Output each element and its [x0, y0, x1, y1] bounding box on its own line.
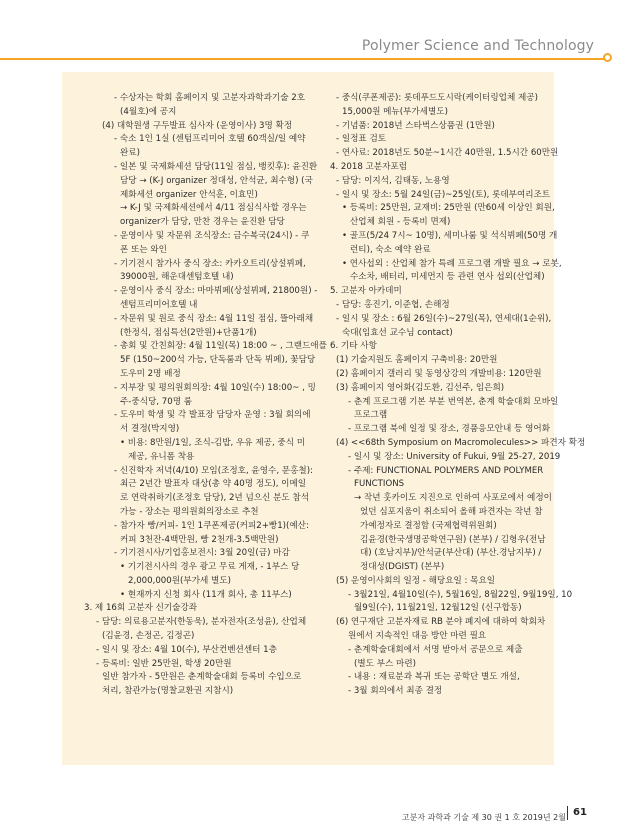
left-column-line: (4) 대학원생 구두발표 심사자 (운영이사) 3명 확정 — [102, 120, 293, 131]
right-column-line: 숙대(임효선 교수님 contact) — [342, 327, 453, 338]
left-column-line: - 자문위 및 원로 중식 장소: 4월 11일 점심, 뜰아래채 — [114, 313, 314, 324]
left-column-line: 센텀프리미어호텔 내 — [120, 299, 198, 310]
left-column-line: 로 연락취하기(조정호 담당), 2년 넘으신 분도 참석 — [120, 493, 310, 504]
right-column-line: 가예정자로 결정함 (국제협력위원회) — [360, 520, 497, 531]
left-column-line: 최근 2년간 발표자 대상(총 약 40명 정도), 이메일 — [120, 479, 307, 490]
left-column-line: - 운영이사 및 자문위 조식장소: 금수복국(24시) - 쿠 — [114, 230, 310, 241]
right-column-line: 대) (호남지부)/안석균(부산대) (부산.경남지부) / — [360, 548, 542, 559]
left-column-line: • 비용: 8만원/1일, 조식-김밥, 우유 제공, 중식 미 — [120, 437, 306, 448]
right-column-line: - 담당: 홍진기, 이준협, 손해정 — [336, 299, 450, 310]
left-column-line: 서 결정(박지영) — [120, 424, 180, 435]
left-column — [84, 92, 327, 699]
left-column-line: 제화세션 organizer 안석훈, 이효민) — [120, 189, 258, 200]
right-column-line: 수소차, 배터리, 미세먼지 등 관련 연사 섭외(산업체) — [350, 272, 545, 283]
left-column-line: - 기기전시사/기업홍보전시: 3월 20일(금) 마감 — [114, 548, 290, 559]
left-column-line: 주-중식당, 70명 룸 — [120, 396, 193, 407]
right-column-line: - 프로그램 북에 일정 및 장소, 경품응모안내 등 영어화 — [348, 424, 551, 435]
left-column-line: - 참가자 빵/커피- 1인 1쿠폰제공(커피2+빵1)(예산: — [114, 520, 309, 531]
right-column-line: (6) 연구재단 고분자재료 RB 분야 폐지에 대하여 학회차 — [336, 617, 546, 628]
right-column-line: • 등록비: 25만원, 교재비: 25만원 (만60세 이상인 회원, — [342, 203, 555, 214]
right-column-line: → 작년 훗카이도 지진으로 인하여 사포로에서 예정이 — [354, 493, 552, 504]
right-column-line: - 연사료: 2018년도 50분~1시간 40만원, 1.5시간 60만원 — [336, 148, 559, 159]
right-column-line: FUNCTIONS — [354, 479, 405, 490]
left-column-line: 가능 - 장소는 평의원회의장소로 추천 — [120, 506, 259, 517]
left-column-line: 폰 또는 와인 — [120, 244, 167, 255]
left-column-line: → K-J 및 국제화세션에서 4/11 점심식사할 경우는 — [120, 203, 307, 214]
left-column-line: - 운영이사 중식 장소: 마마뷔페(상설뷔페, 21800원) - — [114, 286, 318, 297]
right-column-line: 4. 2018 고분자포럼 — [330, 161, 408, 172]
left-column-line: • 현재까지 신청 회사 (11개 회사, 총 11부스) — [120, 589, 292, 600]
right-column-line: - 중식(쿠폰제공): 롯데푸드도시락(케이터링업체 제공) — [336, 93, 538, 103]
left-column-line: organizer가 담당, 만찬 경우는 윤진환 담당 — [120, 217, 285, 228]
left-column-line: 제공, 유니폼 착용 — [128, 451, 195, 462]
right-column-line: - 담당: 이지석, 김태동, 노용영 — [336, 175, 450, 186]
right-column-line: 15,000원 메뉴(부가세별도) — [342, 106, 448, 117]
left-column-line: 39000원, 해운대센텀호텔 내) — [120, 272, 234, 283]
left-column-line: 일반 참가자 - 5만원은 춘계학술대회 등록비 수입으로 — [102, 672, 302, 683]
left-column-line: 3. 제 16회 고분자 신기술강좌 — [84, 603, 198, 614]
right-column-line: 었던 심포지움이 취소되어 올해 파견자는 작년 참 — [360, 506, 543, 517]
right-column-line: 원에서 지속적인 대응 방안 마련 필요 — [348, 631, 487, 642]
journal-title: Polymer Science and Technology — [361, 38, 594, 54]
left-column-line: (4월호)에 공지 — [120, 106, 177, 117]
left-column-line: - 신진학자 저녁(4/10) 모임(조정호, 윤영수, 문홍철): — [114, 465, 313, 476]
left-column-line: • 기기전시사의 경우 광고 무료 게재, - 1부스 당 — [120, 562, 300, 573]
right-column-line: • 골프(5/24 7시~ 10명), 세미나룸 및 석식뷔페(50명 개 — [342, 230, 558, 241]
left-column-line: (김윤경, 손정곤, 김정곤) — [102, 631, 195, 642]
right-column-line: (1) 기술지원도 홈페이지 구축비용: 20만원 — [336, 355, 498, 366]
left-column-line: - 일본 및 국제화세션 담당(11일 점심, 뱅킷후): 윤진환 — [114, 161, 318, 172]
right-column-line: 프로그램 — [354, 410, 388, 421]
left-column-line: 5F (150~200석 가능, 단독룸과 단독 뷔페), 꽃담당 — [120, 355, 316, 366]
header-dot — [603, 53, 612, 62]
right-column-line: 산업체 회원 - 등록비 면제) — [350, 217, 451, 228]
left-column-line: (한정식, 점심특선(2만원)+단품1개) — [120, 327, 257, 338]
footer-divider — [567, 806, 568, 820]
right-column-line: (4) <<68th Symposium on Macromolecules>> 파견자 확정 — [336, 437, 586, 448]
left-column-line: 2,000,000원(부가세 별도) — [128, 575, 231, 586]
left-column-line: - 숙소 1인 1실 (센텀프리미어 호텔 60객실/일 예약 — [114, 134, 306, 145]
left-column-line: 완료) — [120, 148, 140, 159]
right-column-line: 김윤경(한국생명공학연구원) (본부) / 김형우(전남 — [360, 534, 546, 545]
left-column-line: 처리, 참관가능(명찰교환권 지참시) — [102, 686, 234, 697]
left-column-line: - 수상자는 학회 홈페이지 및 고분자과학과기술 2호 — [114, 93, 305, 103]
left-column-line: 담당 → (K-J organizer 정대성, 안석균, 최수형) (국 — [120, 175, 313, 186]
page-number: 61 — [573, 807, 587, 818]
right-column-line: - 기념품: 2018년 스타벅스상품권 (1만원) — [336, 120, 495, 131]
footer-publication: 고분자 과학과 기술 제 30 권 1 호 2019년 2월 — [401, 813, 566, 822]
right-column-line: - 3월21일, 4월10일(수), 5월16일, 8월22일, 9월19일, 10 — [348, 589, 573, 600]
left-column-line: - 총회 및 간친회장: 4월 11일(목) 18:00 ~ , 그랜드애플 — [114, 341, 327, 352]
right-column-line: - 춘계학술대회에서 서명 받아서 공문으로 제출 — [348, 644, 523, 655]
right-column-line: • 연사섭외 : 산업체 참가 특례 프로그램 개발 필요 → 로봇, — [342, 258, 562, 269]
right-column — [330, 92, 586, 699]
left-column-line: - 일시 및 장소: 4월 10(수), 부산컨벤션센터 1층 — [96, 644, 277, 655]
left-column-line: - 도우미 학생 및 각 발표장 담당자 운영 : 3월 회의에 — [114, 410, 311, 421]
right-column-line: - 내용 : 재료분과 복귀 또는 공학단 별도 개설, — [348, 672, 520, 683]
left-column-line: - 담당: 의료용고분자(한동욱), 분자전자(조성윤), 산업체 — [96, 617, 307, 628]
right-column-line: 런티), 숙소 예약 완료 — [350, 244, 431, 255]
right-column-line: 6. 기타 사항 — [330, 341, 377, 352]
right-column-line: - 주제: FUNCTIONAL POLYMERS AND POLYMER — [348, 465, 544, 476]
left-column-line: - 지부장 및 평의원회의장: 4월 10일(수) 18:00~ , 밍 — [114, 382, 316, 393]
right-column-line: - 3월 회의에서 최종 결정 — [348, 686, 443, 697]
right-column-line: - 일시 및 장소 : 6월 26일(수)~27일(목), 연세대(1순위), — [336, 313, 552, 324]
left-column-line: 도우미 2명 배정 — [120, 368, 181, 379]
right-column-line: 5. 고분자 아카데미 — [330, 286, 402, 297]
left-column-line: - 등록비: 일반 25만원, 학생 20만원 — [96, 658, 232, 669]
right-column-line: - 일시 및 장소: University of Fukui, 9월 25-27, 2019 — [348, 451, 561, 462]
right-column-line: - 일정표 검토 — [336, 134, 387, 145]
right-column-line: 정대성(DGIST) (본부) — [360, 562, 445, 573]
right-column-line: (2) 홈페이지 갤러리 및 동영상강의 개발비용: 120만원 — [336, 368, 542, 379]
left-column-line: - 기기전시 참가사 중식 장소: 카카오트리(상설뷔페, — [114, 258, 306, 269]
right-column-line: 월9일(수), 11월21일, 12월12일 (신구합동) — [354, 603, 522, 614]
right-column-line: - 일시 및 장소: 5월 24일(금)~25일(토), 롯데부여리조트 — [336, 189, 551, 200]
header-rule — [0, 58, 604, 60]
right-column-line: (3) 홈페이지 영어화(김도환, 김선주, 임은희) — [336, 382, 505, 393]
right-column-line: (별도 부스 마련) — [354, 658, 416, 669]
left-column-line: 커피 3천잔-4백만원, 빵 2천개-3.5백만원) — [120, 534, 279, 545]
right-column-line: (5) 운영이사회의 일정 - 해당요일 : 목요일 — [336, 575, 496, 586]
right-column-line: - 춘계 프로그램 기본 부분 번역본, 춘계 학술대회 모바일 — [348, 396, 559, 407]
